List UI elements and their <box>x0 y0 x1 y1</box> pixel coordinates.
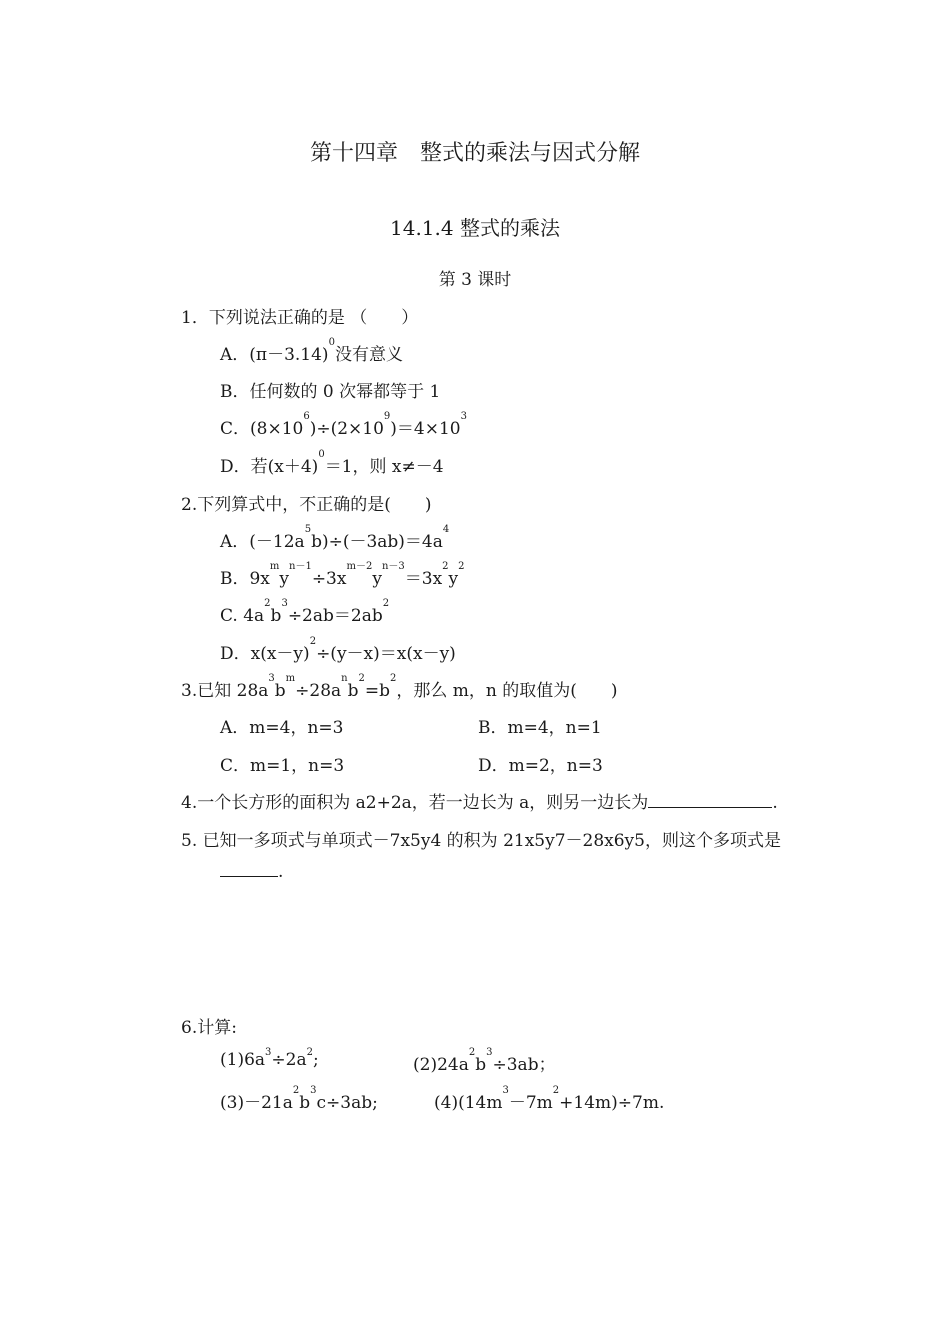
superscript: 4 <box>442 524 450 535</box>
superscript: 3 <box>265 1047 272 1058</box>
superscript: 2 <box>468 1047 476 1058</box>
text-run: C. 4a <box>220 606 265 626</box>
text-run: (1)6a <box>220 1050 266 1070</box>
text-run: 3.已知 28a <box>181 681 269 701</box>
superscript: 3 <box>281 598 288 609</box>
superscript: 2 <box>292 1085 300 1096</box>
text-run: (2)24a <box>413 1055 469 1075</box>
q5-end: . <box>278 862 284 882</box>
q2-option-d <box>220 636 456 664</box>
q5-stem: 5. 已知一多项式与单项式－7x5y4 的积为 21x5y7－28x6y5，则这个多项式是 <box>181 831 781 851</box>
superscript: n <box>341 673 348 684</box>
q1-stem: 1．下列说法正确的是 （ ） <box>181 308 419 328</box>
q6-part-2 <box>413 1047 556 1075</box>
superscript: 5 <box>304 524 312 535</box>
text-run: ; <box>313 1050 319 1070</box>
superscript: 0 <box>328 337 335 348</box>
superscript: 2 <box>458 561 465 572</box>
text-run: ＝3x <box>404 569 443 589</box>
q1-option-a <box>220 337 403 365</box>
text-run: ÷(y－x)＝x(x－y) <box>316 644 456 664</box>
q5-answer-line <box>220 862 283 882</box>
q4-end: . <box>772 793 778 813</box>
section-title: 14.1.4 整式的乘法 <box>390 216 560 240</box>
q6-part-4 <box>434 1085 665 1113</box>
text-run: b <box>347 681 359 701</box>
q3-option-b: B．m=4，n=1 <box>478 718 602 738</box>
superscript: m <box>269 561 280 572</box>
q2-option-b <box>220 561 465 589</box>
superscript: 2 <box>442 561 449 572</box>
text-run: D．x(x－y) <box>220 644 310 664</box>
text-run: B．任何数的 0 次幂都等于 1 <box>220 382 441 402</box>
superscript: 2 <box>382 598 390 609</box>
q2-option-a <box>220 524 450 552</box>
superscript: 2 <box>309 636 317 647</box>
superscript: 2 <box>552 1085 560 1096</box>
text-run: A．(－12a <box>220 532 305 552</box>
superscript: 2 <box>264 598 271 609</box>
q3-option-c: C．m=1，n=3 <box>220 756 345 776</box>
text-run: b <box>475 1055 487 1075</box>
q1-option-b <box>220 377 440 402</box>
q3-option-a: A．m=4，n=3 <box>220 718 344 738</box>
text-run: +14m)÷7m. <box>559 1093 665 1113</box>
text-run: b <box>270 606 282 626</box>
superscript: 2 <box>306 1047 313 1058</box>
superscript: n－3 <box>381 561 405 572</box>
text-run: 没有意义 <box>334 345 403 365</box>
q4 <box>181 788 778 813</box>
q5-answer-blank[interactable] <box>220 862 278 877</box>
text-run: (3)－21a <box>220 1093 293 1113</box>
superscript: m <box>285 673 296 684</box>
superscript: 3 <box>268 673 275 684</box>
q6-part-3 <box>220 1085 378 1113</box>
superscript: 0 <box>318 449 325 460</box>
lesson-label: 第 3 课时 <box>438 270 512 290</box>
q1-option-d <box>220 449 444 477</box>
superscript: 2 <box>390 673 397 684</box>
text-run: ÷3x <box>311 569 347 589</box>
text-run: y <box>448 569 459 589</box>
text-run: －7m <box>508 1093 553 1113</box>
text-run: ÷2ab＝2ab <box>287 606 383 626</box>
q4-stem: 4.一个长方形的面积为 a2+2a，若一边长为 a，则另一边长为 <box>181 793 649 813</box>
superscript: n－1 <box>289 561 312 572</box>
text-run: B．9x <box>220 569 270 589</box>
text-run: c÷3ab; <box>316 1093 378 1113</box>
text-run: ，那么 m，n 的取值为( ) <box>396 681 618 701</box>
superscript: m－2 <box>346 561 373 572</box>
text-run: ÷28a <box>295 681 342 701</box>
text-run: b <box>274 681 286 701</box>
text-run: ÷3ab； <box>492 1055 556 1075</box>
superscript: 6 <box>303 411 310 422</box>
q4-answer-blank[interactable] <box>648 793 772 808</box>
text-run: ＝1，则 x≠－4 <box>324 457 444 477</box>
text-run: ÷2a <box>271 1050 307 1070</box>
text-run: b <box>299 1093 311 1113</box>
q2-stem: 2.下列算式中，不正确的是( ) <box>181 495 432 515</box>
text-run: (4)(14m <box>434 1093 503 1113</box>
text-run: A．(π－3.14) <box>220 345 329 365</box>
text-run: )＝4×10 <box>390 419 461 439</box>
text-run: )÷(2×10 <box>309 419 384 439</box>
superscript: 3 <box>310 1085 317 1096</box>
q1-option-c <box>220 411 467 439</box>
q2-option-c <box>220 598 390 626</box>
text-run: C．(8×10 <box>220 419 304 439</box>
superscript: 3 <box>502 1085 509 1096</box>
q6-part-1 <box>220 1047 319 1070</box>
text-run: b)÷(－3ab)＝4a <box>311 532 443 552</box>
chapter-title: 第十四章 整式的乘法与因式分解 <box>309 141 640 166</box>
superscript: 9 <box>383 411 391 422</box>
text-run: y <box>372 569 382 589</box>
text-run: D．若(x＋4) <box>220 457 319 477</box>
text-run: =b <box>364 681 391 701</box>
superscript: 3 <box>486 1047 493 1058</box>
superscript: 3 <box>460 411 467 422</box>
q3-option-d: D．m=2，n=3 <box>478 756 603 776</box>
superscript: 2 <box>358 673 365 684</box>
text-run: y <box>279 569 289 589</box>
q3-stem <box>181 673 618 701</box>
q6-stem: 6.计算: <box>181 1018 237 1038</box>
